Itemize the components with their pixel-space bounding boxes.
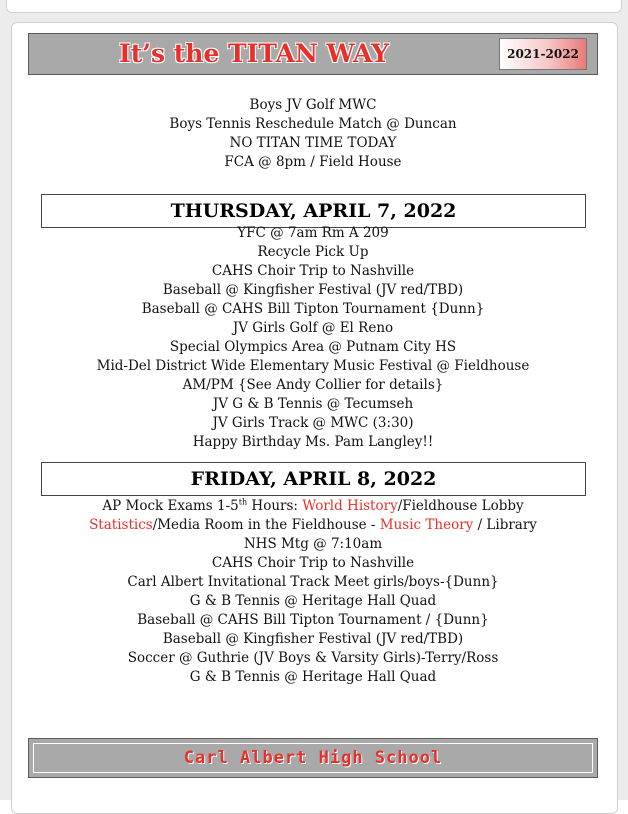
list-item: CAHS Choir Trip to Nashville: [211, 555, 415, 571]
list-item: JV Girls Track @ MWC (3:30): [212, 415, 414, 431]
list-item: Mid-Del District Wide Elementary Music Festival @ Fieldhouse: [96, 358, 530, 374]
friday-list: [28, 497, 598, 687]
ap-mock-exams-line: [28, 497, 598, 516]
ap-mock-exams-line-2: [28, 516, 598, 535]
previous-card-edge: [0, 0, 628, 20]
list-item: Baseball @ Kingfisher Festival (JV red/TBD): [162, 282, 464, 298]
thursday-header: THURSDAY, APRIL 7, 2022: [41, 194, 586, 228]
list-item: FCA @ 8pm / Field House: [224, 154, 402, 170]
list-item: Carl Albert Invitational Track Meet girls/boys-{Dunn}: [127, 574, 499, 590]
mock-prefix: AP Mock Exams 1-5: [102, 498, 239, 514]
subject-world-history: World History: [302, 498, 398, 514]
mock-location-1: /Fieldhouse Lobby: [397, 498, 524, 514]
list-item: Special Olympics Area @ Putnam City HS: [169, 339, 457, 355]
footer-banner: [28, 738, 598, 778]
school-name: Carl Albert High School: [33, 743, 593, 773]
mock-sup: th: [238, 497, 248, 507]
list-item: Baseball @ CAHS Bill Tipton Tournament / {Dunn}: [137, 612, 489, 628]
list-item: Baseball @ Kingfisher Festival (JV red/TBD): [162, 631, 464, 647]
list-item: AM/PM {See Andy Collier for details}: [182, 377, 444, 393]
school-year-badge: 2021-2022: [499, 38, 587, 70]
mock-location-3: / Library: [473, 517, 537, 533]
mock-location-2: /Media Room in the Fieldhouse -: [152, 517, 380, 533]
list-item: YFC @ 7am Rm A 209: [237, 225, 389, 241]
list-item: JV Girls Golf @ El Reno: [232, 320, 394, 336]
subject-music-theory: Music Theory: [379, 517, 474, 533]
thursday-list: [28, 224, 598, 452]
friday-header: FRIDAY, APRIL 8, 2022: [41, 462, 586, 496]
list-item: JV G & B Tennis @ Tecumseh: [212, 396, 414, 412]
list-item: G & B Tennis @ Heritage Hall Quad: [189, 593, 437, 609]
list-item: Boys JV Golf MWC: [249, 97, 377, 113]
mock-mid: Hours:: [247, 498, 303, 514]
list-item: G & B Tennis @ Heritage Hall Quad: [189, 669, 437, 685]
header-banner: [28, 33, 598, 75]
list-item: Boys Tennis Reschedule Match @ Duncan: [169, 116, 457, 132]
banner-title: It’s the TITAN WAY: [119, 39, 390, 68]
list-item: NO TITAN TIME TODAY: [229, 135, 397, 151]
list-item: NHS Mtg @ 7:10am: [243, 536, 383, 552]
list-item: CAHS Choir Trip to Nashville: [211, 263, 415, 279]
intro-list: [28, 96, 598, 172]
list-item: Baseball @ CAHS Bill Tipton Tournament {Dunn}: [141, 301, 485, 317]
subject-statistics: Statistics: [89, 517, 153, 533]
list-item: Recycle Pick Up: [257, 244, 369, 260]
list-item: Happy Birthday Ms. Pam Langley!!: [192, 434, 434, 450]
list-item: Soccer @ Guthrie (JV Boys & Varsity Girls)-Terry/Ross: [127, 650, 499, 666]
